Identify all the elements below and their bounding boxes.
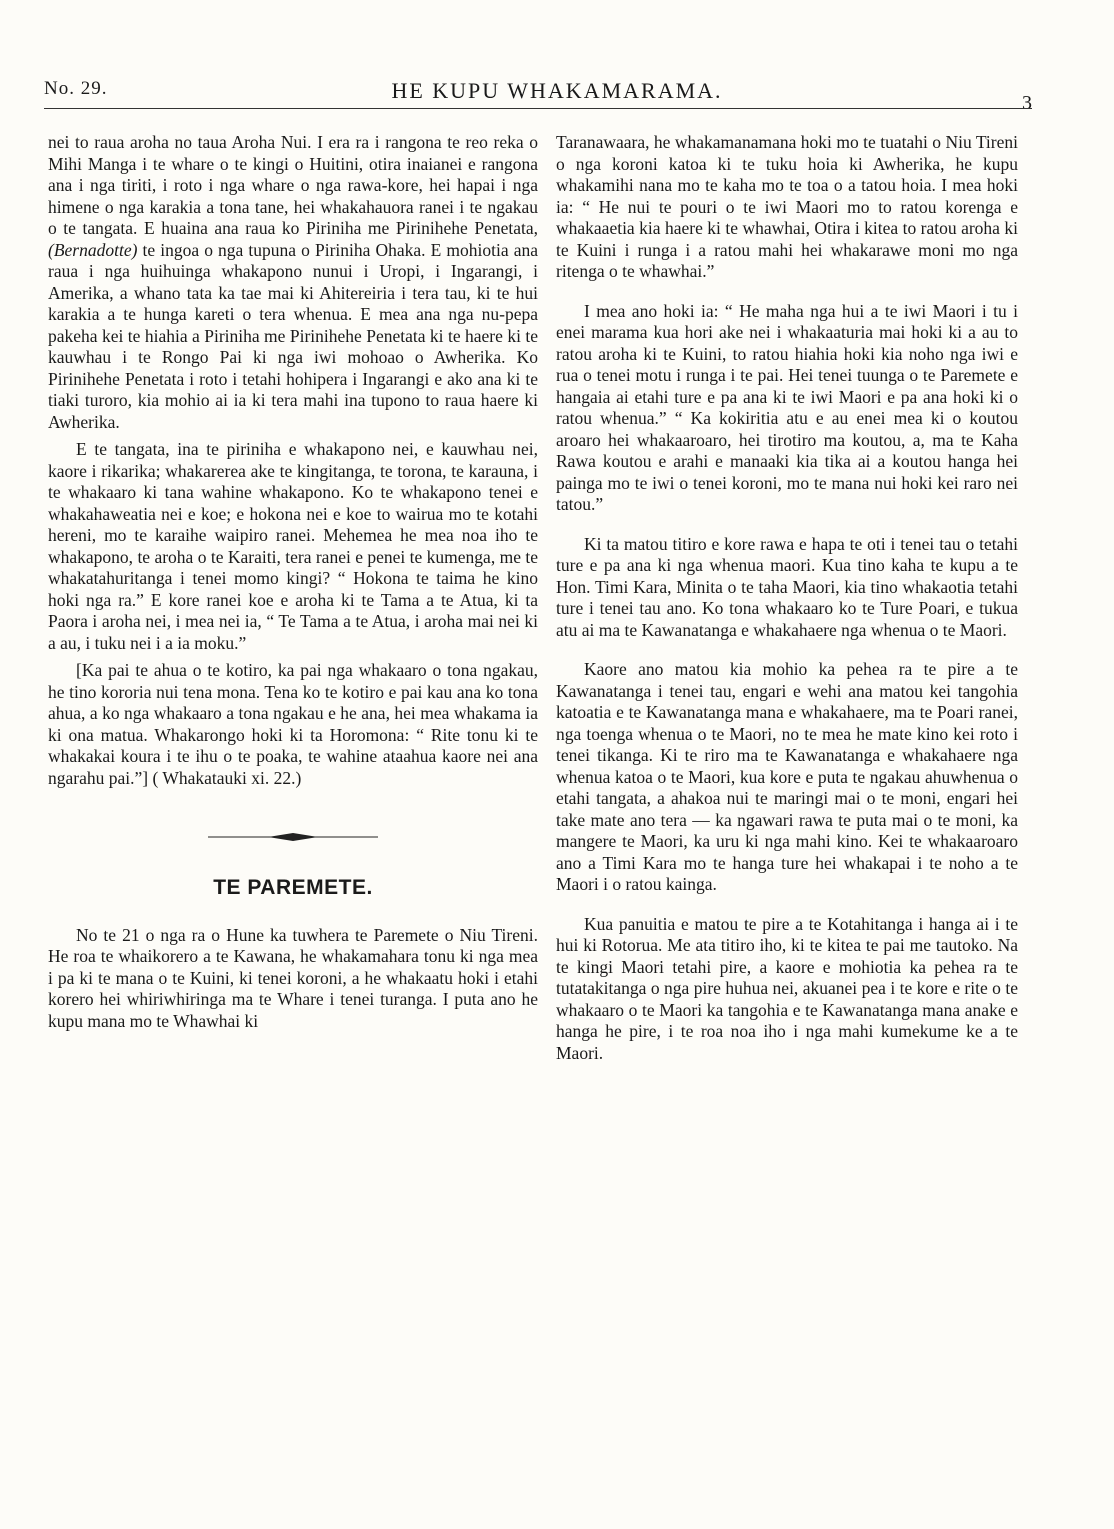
- masthead-title: HE KUPU WHAKAMARAMA.: [391, 78, 723, 103]
- section-heading: TE PAREMETE.: [213, 876, 373, 899]
- page-number: 3: [1022, 92, 1032, 114]
- article-paragraph: No te 21 o nga ra o Hune ka tuwhera te Paremete o Niu Tireni. He roa te whaikorero a te Kawana, he whakamahara tonu ki nga mea i pa ki te mana o te Kuini, ki tenei koroni, a he whakaatu hoki i etahi korero hei whiriwhiringa ma te Whare i tenei turanga. I puta ano he kupu mana mo te Whawhai ki: [48, 924, 538, 1031]
- header-rule: [44, 108, 1032, 109]
- issue-number: No. 29.: [44, 78, 108, 99]
- italic-name: (Bernadotte): [48, 239, 138, 260]
- article-paragraph: nei to raua aroha no taua Aroha Nui. I era ra i rangona te reo reka o Mihi Manga i te whare o te kingi o Huitini, otira inaianei e rangona ana i nga tiriti, i roto i nga whare o nga rawa-kore, hei hapai i nga himene o nga karakia a tona tane, hei whakahauora ranei i te ngakau o te tangata. E huaina ana raua ko Piriniha me Pirinihehe Penetata, (Bernadotte) te ingoa o nga tupuna o Piriniha Ohaka. E mohiotia ana raua i nga huihuinga whakapono nunui i Uropi, i Ingarangi, i Amerika, a whano tata ka tae mai ki Ahitereiria i tera tau, ki te hui karakia a te hunga kareti o tera whenua. E mea ana nga nu-pepa pakeha kei te hiahia a Piriniha me Pirinihehe Penetata ki te haere ki te kauwhau i te Rongo Pai ki nga iwi mohoao o Awherika. Ko Pirinihehe Penetata i roto i tetahi hohipera i Ingarangi e ako ana ki te tiaki turoro, kia mohio ai ia ki tera mahi ina tupono to raua haere ki Awherika.: [48, 132, 538, 432]
- article-paragraph: Kua panuitia e matou te pire a te Kotahitanga i hanga ai i te hui ki Rotorua. Me ata titiro iho, ki te kitea te pai me tautoko. Na te kingi Maori tetahi pire, a kaore e mohiotia ka pehea ra te tutatakitanga o nga pire huhua nei, akuanei pea i te kore e rite o te whakaaro o te Maori ka tangohia e te Kawanatanga mana anake e hanga he pire, i te roa noa iho i nga mahi kumekume ke a te Maori.: [556, 913, 1018, 1063]
- article-paragraph: Taranawaara, he whakamanamana hoki mo te tuatahi o Niu Tireni o nga koroni katoa ki te tuku hoia ki Awherika, he kupu whakamihi nana mo te kaha mo te toa o a tatou hoia. I mea hoki ia: “ He nui te pouri o te iwi Maori mo to ratou korenga e whakaaetia kia haere ki te whawhai, Otira i kitea to ratou aroha ki te Kuini i runga i a ratou mahi hei whakarawe moni mo nga ritenga o te whawhai.”: [556, 132, 1018, 281]
- left-column: [48, 132, 538, 1038]
- article-paragraph: [Ka pai te ahua o te kotiro, ka pai nga whakaaro o tona ngakau, he tino kororia nui tena mona. Tena ko te kotiro e pai kau ana ko tona ahua, a ko nga whakaaro a tona ngakau e he ana, hei mea whakama ia ki ona matua. Whakarongo hoki ki ta Horomona: “ Rite tonu ki te whakakai koura i te ihu o te poaka, te wahine ataahua kaore nei ana ngarahu pai.”] ( Whakatauki xi. 22.): [48, 660, 538, 788]
- article-paragraph: I mea ano hoki ia: “ He maha nga hui a te iwi Maori i tu i enei marama kua hori ake nei i whakaaturia mai hoki ki a au to ratou aroha ki te Kuini, to ratou hiahia hoki kia noho nga iwi e rua o tenei motu i runga i te pai. Hei tenei tuunga o te Paremete e hangaia ai etahi ture e pa ana ki te iwi Maori e pa ana hoki ki o ratou whenua.” “ Ka kokiritia atu e au enei mea ki o koutou aroaro hei whakaaroaro, hei tirotiro ma koutou, a, ma te Kaha Rawa koutou e arahi e manaaki kia tika ai a koutou hanga hei painga mo te iwi o tenei koroni, mo te mana nui hoki kei raro nei tatou.”: [556, 300, 1018, 514]
- article-paragraph: E te tangata, ina te piriniha e whakapono nei, e kauwhau nei, kaore i rikarika; whakarerea ake te kingitanga, te torona, te karauna, i te whakaaro ki tana wahine whakapono. Ko te whakapono tenei e whakahaweatia nei e koe; e hokona nei e koe to wairua mo te kotahi hereni, mo te karaihe waipiro ranei. Mehemea he mea noa iho te whakapono, te aroha o te Karaiti, tera ranei e penei te kumenga, me te whakatahuritanga i tenei momo kingi? “ Hokona te taima he kino hoki nga ra.” E kore ranei koe e aroha ki te Tama a te Atua, ki ta Paora i aroha nei, i mea nei ia, “ Te Tama a te Atua, i aroha mai nei ki a au, i tuku nei i a ia moku.”: [48, 439, 538, 653]
- article-paragraph: Kaore ano matou kia mohio ka pehea ra te pire a te Kawanatanga i tenei tau, engari e wehi ana matou kei tangohia katoatia e te Kawanatanga mana e whakahaere, ma te Poari ranei, nga toenga whenua o te Maori, no te mea he mate kino kei roto i tenei tikanga. Ki te riro ma te Kawanatanga e whakahaere nga whenua katoa o te Maori, kua kore e puta te ngakau ahuwhenua o etahi tangata, a ahakoa nui te maringi mai o te moni, engari hei take mate ano tera — ka ngawari rawa te puta mai o te moni, ka mangere te Maori, ka uru ki nga mahi kino. Kei te whakaaroaro ano a Timi Kara mo te hanga ture hei whakapai i te noho a te Maori i o ratou kainga.: [556, 659, 1018, 894]
- article-paragraph: Ki ta matou titiro e kore rawa e hapa te oti i tenei tau o tetahi ture e pa ana ki nga whenua maori. Kua tino kaha te kupu a te Hon. Timi Kara, Minita o te taha Maori, kia tino whakaotia tetahi ture i tenei tau ano. Ko tona whakaaro ko te Ture Poari, e tukua atu ai ma te Kawanatanga e whakahaere nga whenua o te Maori.: [556, 533, 1018, 640]
- section-divider-ornament: [208, 831, 378, 843]
- right-column: [556, 132, 1018, 1082]
